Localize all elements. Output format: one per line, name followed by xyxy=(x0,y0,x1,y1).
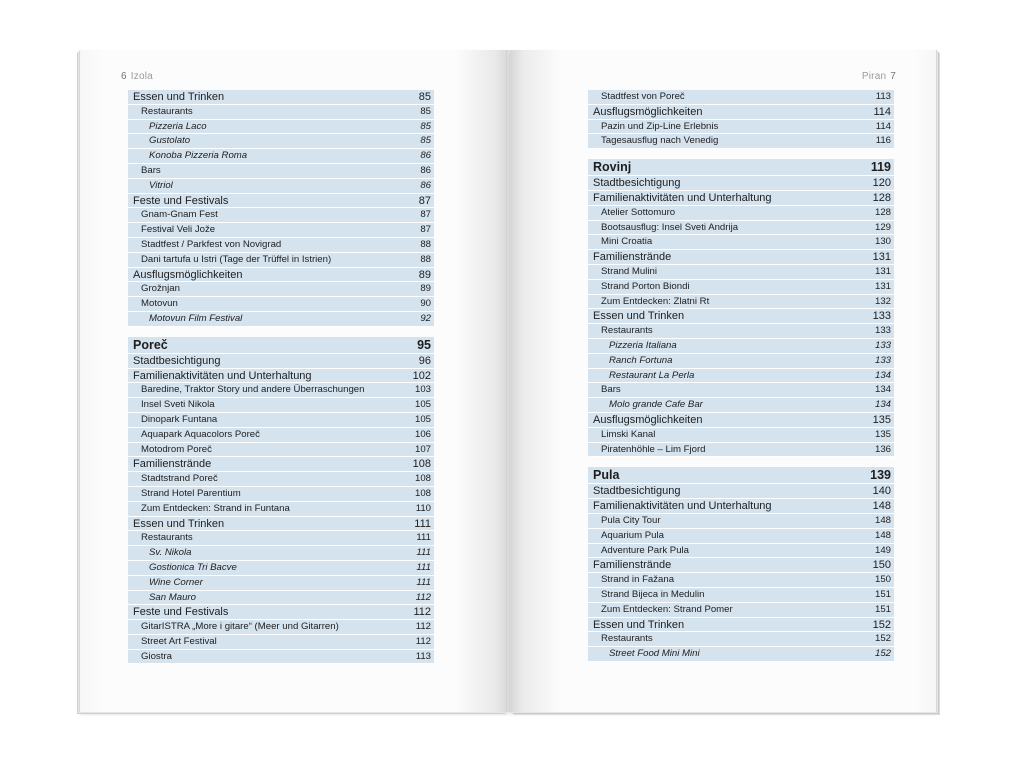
entry-page-number: 85 xyxy=(420,120,431,132)
entry-page-number: 105 xyxy=(414,399,431,411)
entry-title: Aquapark Aquacolors Poreč xyxy=(141,428,260,440)
toc-entry xyxy=(128,268,434,283)
toc-entry xyxy=(588,295,894,310)
entry-title: Ausflugsmöglichkeiten xyxy=(593,105,703,118)
entry-page-number: 133 xyxy=(874,339,891,351)
entry-page-number: 92 xyxy=(420,312,431,324)
toc-entry xyxy=(588,484,894,499)
entry-title: Restaurants xyxy=(601,325,653,337)
entry-page-number: 133 xyxy=(874,354,891,366)
entry-title: Ausflugsmöglichkeiten xyxy=(133,268,243,281)
entry-page-number: 151 xyxy=(874,588,891,600)
entry-page-number: 105 xyxy=(414,413,431,425)
toc-entry xyxy=(588,176,894,191)
toc-section-heading xyxy=(588,159,894,176)
toc-entry xyxy=(588,206,894,221)
entry-title: Feste und Festivals xyxy=(133,606,229,619)
table-of-contents-left xyxy=(128,90,434,664)
entry-title: Strand Porton Biondi xyxy=(601,280,690,292)
entry-page-number: 111 xyxy=(414,517,431,530)
entry-title: Stadtbesichtigung xyxy=(593,485,681,498)
entry-page-number: 139 xyxy=(870,468,891,483)
toc-entry xyxy=(128,383,434,398)
toc-entry xyxy=(128,591,434,606)
entry-title: Familienaktivitäten und Unterhaltung xyxy=(593,500,772,513)
entry-title: Ranch Fortuna xyxy=(609,354,673,366)
entry-title: Motovun xyxy=(141,298,178,310)
toc-entry xyxy=(588,443,894,458)
toc-entry xyxy=(588,250,894,265)
right-page xyxy=(510,50,936,712)
entry-page-number: 103 xyxy=(414,384,431,396)
entry-page-number: 111 xyxy=(416,532,431,544)
toc-entry xyxy=(588,383,894,398)
toc-entry xyxy=(588,191,894,206)
entry-title: Pizzeria Italiana xyxy=(609,339,677,351)
entry-title: Pula xyxy=(593,468,620,483)
entry-title: Motodrom Poreč xyxy=(141,443,212,455)
toc-entry xyxy=(128,208,434,223)
entry-title: Adventure Park Pula xyxy=(601,544,689,556)
entry-title: Sv. Nikola xyxy=(149,547,192,559)
toc-entry xyxy=(588,428,894,443)
entry-title: Piratenhöhle – Lim Fjord xyxy=(601,443,706,455)
chapter-name: Piran xyxy=(861,71,887,82)
toc-entry xyxy=(128,443,434,458)
entry-page-number: 111 xyxy=(416,547,431,559)
entry-page-number: 133 xyxy=(872,310,891,323)
entry-title: Dinopark Funtana xyxy=(141,413,218,425)
toc-entry xyxy=(588,90,894,105)
toc-entry xyxy=(588,134,894,149)
entry-title: Gustolato xyxy=(149,135,191,147)
toc-entry xyxy=(128,576,434,591)
toc-entry xyxy=(588,499,894,514)
entry-title: Zum Entdecken: Strand Pomer xyxy=(601,603,733,615)
entry-title: Restaurant La Perla xyxy=(609,369,695,381)
entry-page-number: 90 xyxy=(420,298,431,310)
entry-page-number: 111 xyxy=(416,561,431,573)
toc-entry xyxy=(588,235,894,250)
toc-entry xyxy=(128,354,434,369)
toc-entry xyxy=(128,472,434,487)
entry-title: Essen und Trinken xyxy=(593,618,685,631)
entry-title: Familienaktivitäten und Unterhaltung xyxy=(593,191,772,204)
left-running-head xyxy=(117,71,153,82)
entry-page-number: 112 xyxy=(415,635,431,647)
entry-title: Stadtbesichtigung xyxy=(593,177,681,190)
entry-page-number: 131 xyxy=(872,251,891,264)
entry-page-number: 112 xyxy=(415,591,431,603)
entry-title: Bootsausflug: Insel Sveti Andrija xyxy=(601,221,739,233)
toc-entry xyxy=(128,650,434,665)
toc-entry xyxy=(588,105,894,120)
entry-page-number: 113 xyxy=(415,650,431,662)
entry-page-number: 148 xyxy=(874,514,891,526)
entry-title: Zum Entdecken: Zlatni Rt xyxy=(601,295,710,307)
entry-title: Strand Mulini xyxy=(601,265,657,277)
toc-entry xyxy=(128,312,434,327)
entry-title: Familienstrände xyxy=(593,559,672,572)
entry-title: Konoba Pizzeria Roma xyxy=(149,150,248,162)
entry-title: Familienstrände xyxy=(133,458,212,471)
toc-entry xyxy=(128,105,434,120)
entry-page-number: 86 xyxy=(420,164,431,176)
table-of-contents-right xyxy=(588,90,894,662)
entry-title: Molo grande Cafe Bar xyxy=(609,399,703,411)
entry-page-number: 119 xyxy=(870,160,891,175)
entry-title: San Mauro xyxy=(149,591,196,603)
toc-entry xyxy=(128,502,434,517)
entry-page-number: 88 xyxy=(420,238,431,250)
toc-section-heading xyxy=(128,337,434,354)
entry-page-number: 151 xyxy=(874,603,891,615)
entry-page-number: 113 xyxy=(875,91,891,102)
entry-page-number: 131 xyxy=(874,280,891,292)
entry-page-number: 120 xyxy=(872,177,891,190)
toc-entry xyxy=(128,90,434,105)
page-number: 6 xyxy=(121,71,127,82)
entry-page-number: 132 xyxy=(874,295,891,307)
entry-page-number: 134 xyxy=(874,369,891,381)
toc-entry xyxy=(128,179,434,194)
entry-title: Stadtfest von Poreč xyxy=(601,91,685,102)
entry-page-number: 129 xyxy=(874,221,891,233)
toc-entry xyxy=(588,354,894,369)
entry-title: Restaurants xyxy=(601,633,653,645)
toc-entry xyxy=(588,618,894,633)
toc-entry xyxy=(128,517,434,532)
entry-page-number: 134 xyxy=(874,399,891,411)
toc-entry xyxy=(128,282,434,297)
section-spacer xyxy=(588,149,894,159)
entry-page-number: 152 xyxy=(874,648,891,660)
entry-title: Gnam-Gnam Fest xyxy=(141,209,218,221)
entry-page-number: 134 xyxy=(874,384,891,396)
section-spacer xyxy=(588,457,894,467)
toc-entry xyxy=(588,544,894,559)
entry-title: Strand in Fažana xyxy=(601,574,675,586)
entry-page-number: 116 xyxy=(875,135,891,147)
entry-title: Familienaktivitäten und Unterhaltung xyxy=(133,369,312,382)
toc-entry xyxy=(588,265,894,280)
toc-entry xyxy=(128,149,434,164)
entry-page-number: 86 xyxy=(420,150,431,162)
entry-page-number: 128 xyxy=(872,191,891,204)
entry-title: Familienstrände xyxy=(593,251,672,264)
entry-page-number: 88 xyxy=(420,253,431,265)
entry-page-number: 85 xyxy=(420,135,431,147)
entry-title: Aquarium Pula xyxy=(601,529,664,541)
toc-entry xyxy=(588,398,894,413)
entry-title: Stadtbesichtigung xyxy=(133,354,221,367)
toc-section-heading xyxy=(588,467,894,484)
toc-entry xyxy=(128,194,434,209)
entry-page-number: 107 xyxy=(414,443,431,455)
entry-title: Bars xyxy=(601,384,621,396)
toc-entry xyxy=(588,120,894,135)
entry-title: Street Art Festival xyxy=(141,635,217,647)
open-book xyxy=(80,50,940,714)
entry-page-number: 152 xyxy=(874,633,891,645)
entry-title: Mini Croatia xyxy=(601,236,653,248)
toc-entry xyxy=(588,603,894,618)
toc-entry xyxy=(128,398,434,413)
entry-page-number: 106 xyxy=(414,428,431,440)
toc-entry xyxy=(128,120,434,135)
toc-entry xyxy=(588,632,894,647)
entry-page-number: 135 xyxy=(874,428,891,440)
entry-page-number: 95 xyxy=(417,337,431,352)
entry-title: Wine Corner xyxy=(149,576,203,588)
entry-page-number: 108 xyxy=(414,473,431,485)
entry-title: Rovinj xyxy=(593,160,632,175)
chapter-name: Izola xyxy=(130,71,153,82)
entry-page-number: 133 xyxy=(874,325,891,337)
entry-page-number: 86 xyxy=(420,179,431,191)
entry-page-number: 102 xyxy=(412,369,431,382)
entry-page-number: 148 xyxy=(874,529,891,541)
toc-entry xyxy=(588,558,894,573)
entry-title: Zum Entdecken: Strand in Funtana xyxy=(141,502,290,514)
toc-entry xyxy=(128,164,434,179)
entry-page-number: 87 xyxy=(420,209,431,221)
entry-page-number: 152 xyxy=(872,618,891,631)
entry-page-number: 140 xyxy=(872,485,891,498)
entry-page-number: 89 xyxy=(418,268,431,281)
entry-page-number: 85 xyxy=(420,105,431,117)
toc-entry xyxy=(128,487,434,502)
toc-entry xyxy=(128,297,434,312)
entry-title: Essen und Trinken xyxy=(133,91,225,103)
toc-entry xyxy=(128,531,434,546)
toc-entry xyxy=(128,413,434,428)
entry-page-number: 136 xyxy=(874,443,891,455)
entry-page-number: 131 xyxy=(874,265,891,277)
toc-entry xyxy=(128,620,434,635)
toc-entry xyxy=(588,369,894,384)
toc-entry xyxy=(128,561,434,576)
toc-entry xyxy=(588,588,894,603)
toc-entry xyxy=(588,339,894,354)
entry-page-number: 135 xyxy=(872,413,891,426)
entry-page-number: 130 xyxy=(874,236,891,248)
entry-title: Strand Hotel Parentium xyxy=(141,487,241,499)
entry-title: Insel Sveti Nikola xyxy=(141,399,215,411)
entry-title: Giostra xyxy=(141,650,172,662)
entry-title: Essen und Trinken xyxy=(593,310,685,323)
entry-page-number: 148 xyxy=(872,500,891,513)
entry-page-number: 108 xyxy=(414,487,431,499)
toc-entry xyxy=(588,280,894,295)
entry-title: Ausflugsmöglichkeiten xyxy=(593,413,703,426)
toc-entry xyxy=(128,605,434,620)
entry-page-number: 111 xyxy=(416,576,431,588)
entry-page-number: 87 xyxy=(418,194,431,207)
toc-entry xyxy=(588,309,894,324)
entry-title: Bars xyxy=(141,164,161,176)
entry-page-number: 114 xyxy=(875,120,891,132)
toc-entry xyxy=(588,514,894,529)
entry-page-number: 150 xyxy=(874,574,891,586)
entry-title: Street Food Mini Mini xyxy=(609,648,700,660)
entry-page-number: 128 xyxy=(874,206,891,218)
entry-title: Strand Bijeca in Medulin xyxy=(601,588,705,600)
entry-page-number: 110 xyxy=(415,502,431,514)
entry-title: Atelier Sottomuro xyxy=(601,206,676,218)
section-spacer xyxy=(128,327,434,337)
entry-title: Poreč xyxy=(133,337,168,352)
entry-page-number: 114 xyxy=(873,105,891,118)
entry-title: Grožnjan xyxy=(141,283,180,295)
entry-page-number: 96 xyxy=(418,354,431,367)
toc-entry xyxy=(128,457,434,472)
toc-entry xyxy=(128,635,434,650)
toc-entry xyxy=(588,529,894,544)
entry-page-number: 89 xyxy=(420,283,431,295)
toc-entry xyxy=(128,238,434,253)
entry-page-number: 108 xyxy=(412,458,431,471)
right-running-head xyxy=(862,71,900,82)
entry-title: Motovun Film Festival xyxy=(149,312,243,324)
page-number: 7 xyxy=(890,71,896,82)
entry-title: Stadtstrand Poreč xyxy=(141,473,218,485)
entry-title: Vitriol xyxy=(149,179,173,191)
toc-entry xyxy=(128,428,434,443)
entry-title: Dani tartufa u Istri (Tage der Trüffel in Istrien) xyxy=(141,253,332,265)
toc-entry xyxy=(588,573,894,588)
left-page xyxy=(80,50,508,712)
entry-title: Restaurants xyxy=(141,105,193,117)
entry-title: Feste und Festivals xyxy=(133,194,229,207)
entry-page-number: 112 xyxy=(413,606,431,619)
toc-entry xyxy=(588,413,894,428)
entry-page-number: 112 xyxy=(415,621,431,633)
entry-title: Pazin und Zip-Line Erlebnis xyxy=(601,120,719,132)
toc-entry xyxy=(128,253,434,268)
entry-title: Gostionica Tri Bacve xyxy=(149,561,237,573)
entry-page-number: 87 xyxy=(420,224,431,236)
entry-title: Restaurants xyxy=(141,532,193,544)
entry-title: Tagesausflug nach Venedig xyxy=(601,135,719,147)
entry-title: Festival Veli Jože xyxy=(141,224,216,236)
entry-title: GitarISTRA „More i gitare“ (Meer und Gitarren) xyxy=(141,621,339,633)
entry-page-number: 150 xyxy=(872,559,891,572)
toc-entry xyxy=(128,546,434,561)
entry-title: Pizzeria Laco xyxy=(149,120,207,132)
toc-entry xyxy=(588,221,894,236)
toc-entry xyxy=(128,223,434,238)
entry-page-number: 149 xyxy=(874,544,891,556)
toc-entry xyxy=(588,324,894,339)
toc-entry xyxy=(128,134,434,149)
toc-entry xyxy=(128,369,434,384)
entry-page-number: 85 xyxy=(418,91,431,103)
entry-title: Limski Kanal xyxy=(601,428,656,440)
entry-title: Baredine, Traktor Story und andere Überraschungen xyxy=(141,384,365,396)
entry-title: Stadtfest / Parkfest von Novigrad xyxy=(141,238,282,250)
entry-title: Pula City Tour xyxy=(601,514,661,526)
entry-title: Essen und Trinken xyxy=(133,517,225,530)
toc-entry xyxy=(588,647,894,662)
